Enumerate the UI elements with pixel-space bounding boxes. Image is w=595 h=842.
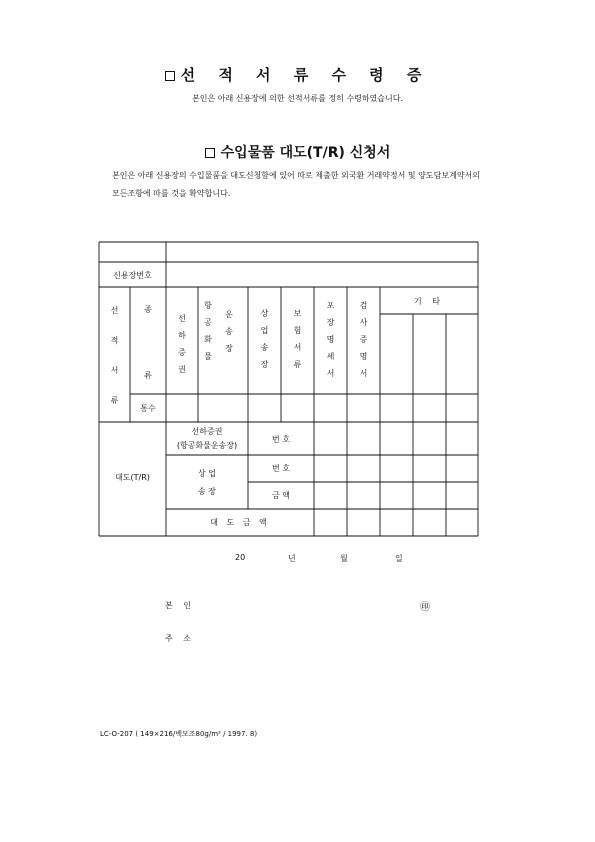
tr-amount-label: 대 도 금 액 [210,518,270,527]
doc-packing: 포 장 명 세 서 [326,301,335,378]
other-label: 기 타 [414,297,444,306]
lc-number-label: 신용장번호 [113,271,152,280]
bl-label-1: 선하증권 [191,427,223,436]
shipping-docs-label: 선 적 서 류 [110,306,119,405]
date-year: 20 [235,553,246,562]
receipt-statement: 본인은 아래 신용장에 의한 선적서류를 정히 수령하였습니다. [192,94,403,103]
doc-invoice: 상 업 송 장 [260,309,269,369]
bl-label-2: (항공화물운송장) [176,441,238,450]
kind-label-2: 류 [144,371,152,380]
seal-icon: ㊞ [420,602,430,613]
date-day-unit: 일 [395,554,403,563]
form-title: 수입물품 대도(T/R) 신청서 [0,142,595,162]
invoice-label-1: 상 업 [198,469,216,478]
doc-bl: 선 하 증 권 [178,314,186,374]
trust-receipt-label: 대도(T/R) [115,473,150,482]
invoice-number-label: 번 호 [272,464,290,473]
receipt-title: 선 적 서 류 수 령 증 [0,64,595,85]
doc-insurance: 보 험 서 류 [293,309,302,369]
date-month-unit: 월 [340,554,348,563]
doc-inspection: 검 사 증 명 서 [359,301,368,378]
doc-awb-2: 운 송 장 [225,310,233,353]
applicant-label: 본 인 [165,601,195,610]
form-code: LC-O-207 ( 149×216/백모조80g/m² / 1997. 8) [100,730,258,738]
doc-awb-1: 항 공 화 물 [204,301,212,361]
date-year-unit: 년 [288,554,296,563]
kind-label-1: 종 [144,305,152,314]
bl-number-label: 번 호 [272,435,290,444]
invoice-label-2: 송 장 [198,487,216,496]
count-label: 통수 [140,404,156,413]
form-intro: 본인은 아래 신용장의 수입물품을 대도신청함에 있어 따로 제출한 외국환 거래약정서 및 양도담보계약서의 모든조항에 따를 것을 확약합니다. [112,171,481,198]
invoice-amount-label: 금 액 [272,491,290,500]
address-label: 주 소 [165,634,195,643]
